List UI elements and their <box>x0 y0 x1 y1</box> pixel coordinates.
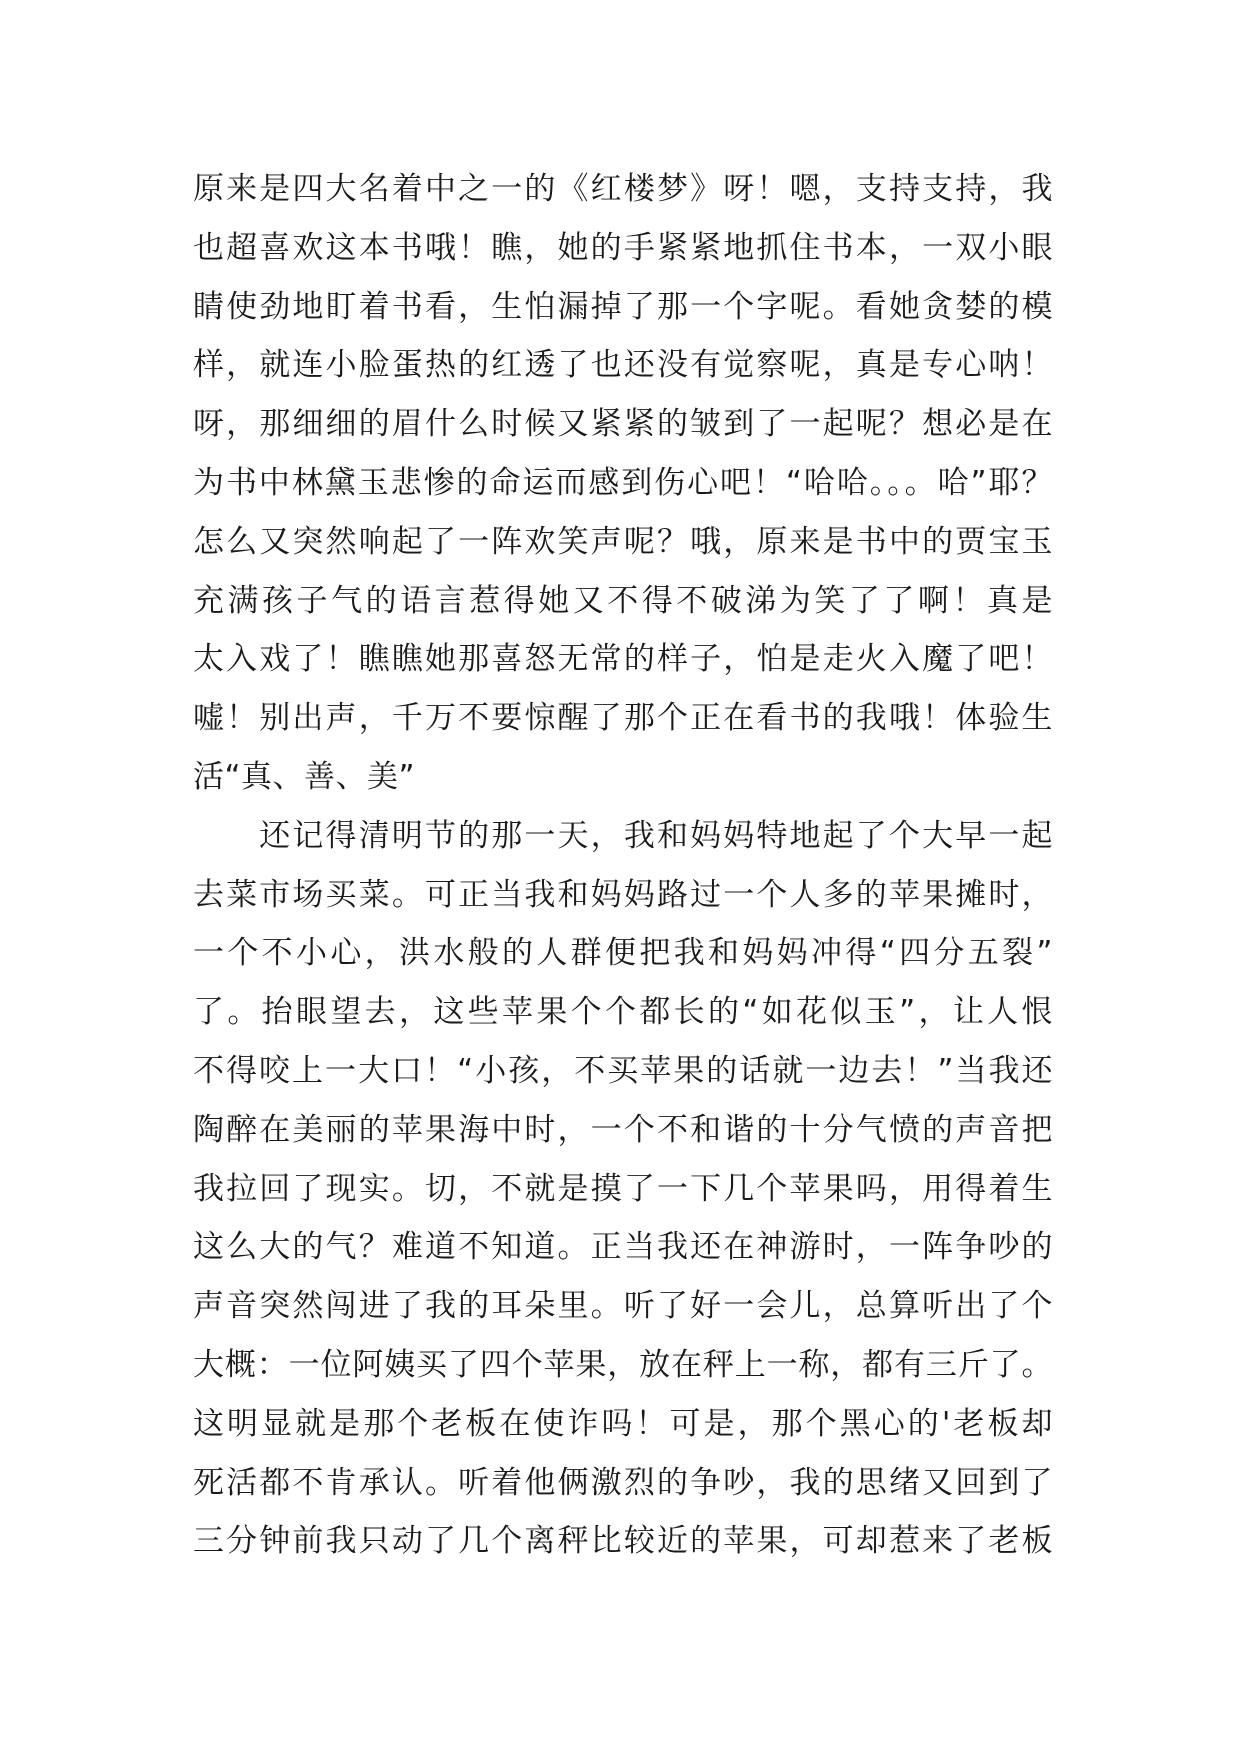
text-line: 呀，那细细的眉什么时候又紧紧的皱到了一起呢？想必是在 <box>193 406 1053 443</box>
text-line: 我拉回了现实。切，不就是摸了一下几个苹果吗，用得着生 <box>193 1170 1053 1207</box>
text-line: 样，就连小脸蛋热的红透了也还没有觉察呢，真是专心呐！ <box>193 347 1053 384</box>
text-line: 还记得清明节的那一天，我和妈妈特地起了个大早一起 <box>193 817 1053 854</box>
text-line: 大概：一位阿姨买了四个苹果，放在秤上一称，都有三斤了。 <box>193 1346 1053 1383</box>
text-line: 这明显就是那个老板在使诈吗！可是，那个黑心的'老板却 <box>193 1405 1053 1442</box>
text-line: 也超喜欢这本书哦！瞧，她的手紧紧地抓住书本，一双小眼 <box>193 229 1053 266</box>
text-line: 陶醉在美丽的苹果海中时，一个不和谐的十分气愤的声音把 <box>193 1111 1053 1148</box>
text-line: 怎么又突然响起了一阵欢笑声呢？哦，原来是书中的贾宝玉 <box>193 523 1053 560</box>
text-line: 太入戏了！瞧瞧她那喜怒无常的样子，怕是走火入魔了吧！ <box>193 641 1053 678</box>
text-line: 去菜市场买菜。可正当我和妈妈路过一个人多的苹果摊时， <box>193 876 1053 913</box>
text-line: 原来是四大名着中之一的《红楼梦》呀！嗯，支持支持，我 <box>193 171 1053 207</box>
text-line: 了。抬眼望去，这些苹果个个都长的“如花似玉”，让人恨 <box>193 994 1053 1031</box>
text-line: 声音突然闯进了我的耳朵里。听了好一会儿，总算听出了个 <box>193 1288 1053 1325</box>
text-line: 活“真、善、美” <box>193 758 416 795</box>
text-line: 一个不小心，洪水般的人群便把我和妈妈冲得“四分五裂” <box>193 935 1053 972</box>
text-line: 这么大的气？难道不知道。正当我还在神游时，一阵争吵的 <box>193 1229 1053 1266</box>
body-text <box>193 160 1053 1571</box>
text-line: 嘘！别出声，千万不要惊醒了那个正在看书的我哦！体验生 <box>193 700 1053 737</box>
text-line: 死活都不肯承认。听着他俩激烈的争吵，我的思绪又回到了 <box>193 1464 1053 1501</box>
text-line: 充满孩子气的语言惹得她又不得不破涕为笑了了啊！真是 <box>193 582 1053 619</box>
text-line: 三分钟前我只动了几个离秤比较近的苹果，可却惹来了老板 <box>193 1523 1053 1560</box>
text-line: 睛使劲地盯着书看，生怕漏掉了那一个字呢。看她贪婪的模 <box>193 288 1053 325</box>
text-line: 不得咬上一大口！“小孩，不买苹果的话就一边去！”当我还 <box>193 1052 1053 1089</box>
text-line: 为书中林黛玉悲惨的命运而感到伤心吧！“哈哈。。。哈”耶？ <box>193 464 1053 501</box>
